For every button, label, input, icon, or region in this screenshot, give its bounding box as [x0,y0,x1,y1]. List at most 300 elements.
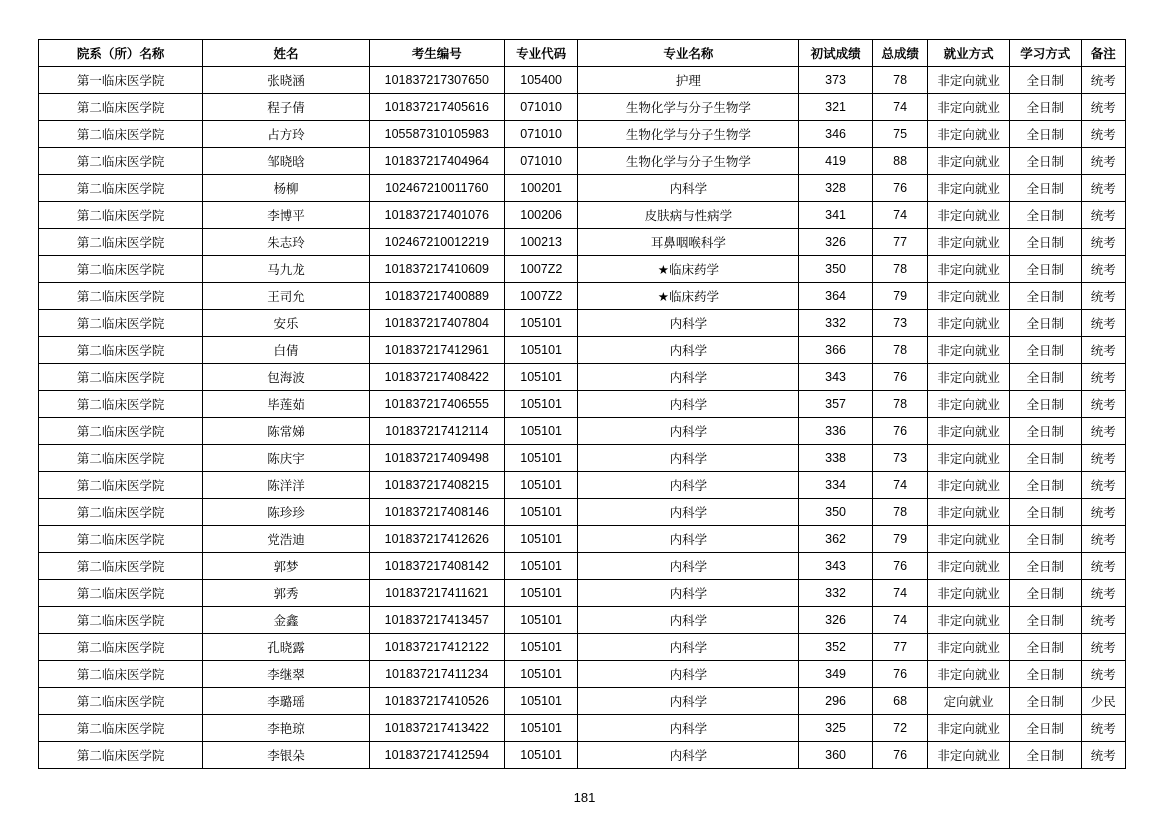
cell-candidate-id: 101837217408146 [369,499,504,526]
cell-department: 第二临床医学院 [39,391,203,418]
cell-employment-type: 非定向就业 [928,607,1010,634]
column-header-total-score: 总成绩 [872,40,927,67]
cell-name: 李博平 [203,202,369,229]
table-row [39,445,1126,472]
cell-total-score: 74 [872,94,927,121]
cell-remark: 统考 [1081,661,1125,688]
table-row [39,148,1126,175]
cell-candidate-id: 101837217407804 [369,310,504,337]
cell-remark: 统考 [1081,283,1125,310]
cell-total-score: 76 [872,418,927,445]
cell-prelim-score: 336 [799,418,873,445]
cell-prelim-score: 332 [799,310,873,337]
cell-total-score: 88 [872,148,927,175]
cell-name: 王司允 [203,283,369,310]
cell-remark: 统考 [1081,742,1125,769]
cell-major-name: 内科学 [578,391,799,418]
cell-name: 陈洋洋 [203,472,369,499]
cell-prelim-score: 338 [799,445,873,472]
table-row [39,715,1126,742]
cell-department: 第二临床医学院 [39,445,203,472]
cell-study-mode: 全日制 [1010,283,1082,310]
cell-prelim-score: 350 [799,499,873,526]
cell-major-code: 105101 [504,580,578,607]
cell-total-score: 68 [872,688,927,715]
cell-prelim-score: 343 [799,553,873,580]
cell-major-name: 生物化学与分子生物学 [578,148,799,175]
cell-employment-type: 非定向就业 [928,715,1010,742]
cell-candidate-id: 101837217410609 [369,256,504,283]
cell-name: 占方玲 [203,121,369,148]
cell-major-name: 内科学 [578,634,799,661]
cell-major-name: 内科学 [578,742,799,769]
cell-department: 第二临床医学院 [39,283,203,310]
cell-major-name: ★临床药学 [578,283,799,310]
cell-study-mode: 全日制 [1010,607,1082,634]
cell-prelim-score: 360 [799,742,873,769]
cell-prelim-score: 373 [799,67,873,94]
cell-total-score: 79 [872,526,927,553]
cell-department: 第二临床医学院 [39,337,203,364]
cell-employment-type: 非定向就业 [928,175,1010,202]
cell-candidate-id: 101837217411621 [369,580,504,607]
cell-name: 李艳琼 [203,715,369,742]
cell-major-code: 105101 [504,445,578,472]
cell-major-name: 内科学 [578,175,799,202]
cell-remark: 统考 [1081,67,1125,94]
table-row [39,337,1126,364]
cell-total-score: 79 [872,283,927,310]
cell-major-code: 105101 [504,634,578,661]
cell-prelim-score: 364 [799,283,873,310]
cell-candidate-id: 101837217413457 [369,607,504,634]
cell-name: 陈常娣 [203,418,369,445]
cell-study-mode: 全日制 [1010,553,1082,580]
cell-candidate-id: 101837217412122 [369,634,504,661]
cell-department: 第二临床医学院 [39,94,203,121]
cell-major-code: 100201 [504,175,578,202]
cell-remark: 少民 [1081,688,1125,715]
table-row [39,661,1126,688]
cell-remark: 统考 [1081,418,1125,445]
column-header-employment-type: 就业方式 [928,40,1010,67]
cell-study-mode: 全日制 [1010,364,1082,391]
cell-major-name: 内科学 [578,553,799,580]
cell-candidate-id: 101837217412961 [369,337,504,364]
cell-candidate-id: 102467210011760 [369,175,504,202]
cell-prelim-score: 343 [799,364,873,391]
cell-employment-type: 非定向就业 [928,67,1010,94]
cell-name: 李璐瑶 [203,688,369,715]
cell-total-score: 78 [872,337,927,364]
cell-total-score: 78 [872,67,927,94]
cell-major-code: 105101 [504,526,578,553]
cell-major-name: 内科学 [578,688,799,715]
cell-total-score: 77 [872,634,927,661]
column-header-major-name: 专业名称 [578,40,799,67]
cell-major-name: 内科学 [578,661,799,688]
cell-prelim-score: 326 [799,607,873,634]
cell-total-score: 76 [872,742,927,769]
cell-major-code: 105101 [504,742,578,769]
cell-remark: 统考 [1081,391,1125,418]
cell-study-mode: 全日制 [1010,310,1082,337]
cell-name: 安乐 [203,310,369,337]
cell-candidate-id: 105587310105983 [369,121,504,148]
cell-prelim-score: 362 [799,526,873,553]
cell-candidate-id: 101837217406555 [369,391,504,418]
cell-candidate-id: 101837217408422 [369,364,504,391]
cell-study-mode: 全日制 [1010,94,1082,121]
cell-candidate-id: 101837217408142 [369,553,504,580]
cell-candidate-id: 101837217410526 [369,688,504,715]
cell-department: 第二临床医学院 [39,661,203,688]
cell-study-mode: 全日制 [1010,580,1082,607]
cell-study-mode: 全日制 [1010,148,1082,175]
table-row [39,634,1126,661]
cell-department: 第二临床医学院 [39,310,203,337]
cell-name: 陈珍珍 [203,499,369,526]
cell-total-score: 75 [872,121,927,148]
column-header-study-mode: 学习方式 [1010,40,1082,67]
cell-employment-type: 非定向就业 [928,202,1010,229]
cell-remark: 统考 [1081,229,1125,256]
cell-candidate-id: 102467210012219 [369,229,504,256]
cell-employment-type: 非定向就业 [928,418,1010,445]
cell-employment-type: 非定向就业 [928,121,1010,148]
cell-name: 包海波 [203,364,369,391]
cell-department: 第二临床医学院 [39,553,203,580]
cell-name: 党浩迪 [203,526,369,553]
cell-remark: 统考 [1081,121,1125,148]
cell-major-name: 内科学 [578,337,799,364]
cell-remark: 统考 [1081,472,1125,499]
cell-name: 孔晓露 [203,634,369,661]
cell-department: 第二临床医学院 [39,499,203,526]
cell-remark: 统考 [1081,445,1125,472]
cell-major-name: ★临床药学 [578,256,799,283]
cell-total-score: 76 [872,175,927,202]
cell-study-mode: 全日制 [1010,526,1082,553]
cell-candidate-id: 101837217412594 [369,742,504,769]
cell-candidate-id: 101837217409498 [369,445,504,472]
admission-table [38,39,1126,769]
table-body [39,67,1126,769]
cell-prelim-score: 352 [799,634,873,661]
cell-employment-type: 非定向就业 [928,94,1010,121]
cell-major-code: 1007Z2 [504,283,578,310]
cell-name: 毕莲茹 [203,391,369,418]
cell-employment-type: 非定向就业 [928,661,1010,688]
cell-major-name: 内科学 [578,364,799,391]
cell-major-name: 耳鼻咽喉科学 [578,229,799,256]
cell-prelim-score: 296 [799,688,873,715]
cell-name: 金鑫 [203,607,369,634]
cell-name: 朱志玲 [203,229,369,256]
cell-prelim-score: 341 [799,202,873,229]
cell-name: 程子倩 [203,94,369,121]
cell-prelim-score: 332 [799,580,873,607]
cell-major-code: 105101 [504,391,578,418]
cell-name: 杨柳 [203,175,369,202]
cell-study-mode: 全日制 [1010,472,1082,499]
cell-remark: 统考 [1081,256,1125,283]
cell-remark: 统考 [1081,715,1125,742]
cell-department: 第二临床医学院 [39,742,203,769]
cell-employment-type: 非定向就业 [928,553,1010,580]
cell-employment-type: 非定向就业 [928,499,1010,526]
cell-employment-type: 非定向就业 [928,364,1010,391]
table-row [39,391,1126,418]
cell-major-code: 100213 [504,229,578,256]
cell-employment-type: 非定向就业 [928,283,1010,310]
page-number: 181 [573,790,596,805]
cell-major-name: 内科学 [578,445,799,472]
cell-study-mode: 全日制 [1010,67,1082,94]
cell-major-code: 071010 [504,148,578,175]
column-header-remark: 备注 [1081,40,1125,67]
cell-department: 第二临床医学院 [39,256,203,283]
cell-department: 第二临床医学院 [39,472,203,499]
cell-prelim-score: 349 [799,661,873,688]
cell-name: 郭梦 [203,553,369,580]
cell-major-code: 105101 [504,472,578,499]
cell-total-score: 76 [872,364,927,391]
cell-candidate-id: 101837217404964 [369,148,504,175]
cell-prelim-score: 419 [799,148,873,175]
cell-department: 第二临床医学院 [39,229,203,256]
cell-major-name: 生物化学与分子生物学 [578,121,799,148]
cell-major-code: 105101 [504,715,578,742]
cell-remark: 统考 [1081,148,1125,175]
header-row [39,40,1126,67]
cell-total-score: 73 [872,445,927,472]
column-header-name: 姓名 [203,40,369,67]
cell-major-code: 105101 [504,418,578,445]
cell-major-name: 内科学 [578,526,799,553]
table-header [39,40,1126,67]
cell-study-mode: 全日制 [1010,256,1082,283]
cell-candidate-id: 101837217408215 [369,472,504,499]
cell-remark: 统考 [1081,337,1125,364]
cell-candidate-id: 101837217401076 [369,202,504,229]
table-row [39,553,1126,580]
cell-department: 第二临床医学院 [39,148,203,175]
cell-total-score: 78 [872,256,927,283]
cell-study-mode: 全日制 [1010,202,1082,229]
cell-employment-type: 非定向就业 [928,391,1010,418]
cell-prelim-score: 346 [799,121,873,148]
cell-major-name: 内科学 [578,472,799,499]
cell-total-score: 73 [872,310,927,337]
cell-major-name: 内科学 [578,715,799,742]
cell-employment-type: 非定向就业 [928,634,1010,661]
cell-department: 第二临床医学院 [39,580,203,607]
cell-study-mode: 全日制 [1010,121,1082,148]
cell-name: 马九龙 [203,256,369,283]
cell-department: 第二临床医学院 [39,634,203,661]
cell-major-code: 105400 [504,67,578,94]
cell-major-name: 内科学 [578,607,799,634]
cell-department: 第二临床医学院 [39,121,203,148]
cell-study-mode: 全日制 [1010,742,1082,769]
cell-study-mode: 全日制 [1010,688,1082,715]
cell-remark: 统考 [1081,526,1125,553]
cell-employment-type: 非定向就业 [928,445,1010,472]
cell-employment-type: 非定向就业 [928,472,1010,499]
cell-study-mode: 全日制 [1010,175,1082,202]
cell-major-code: 100206 [504,202,578,229]
cell-name: 郭秀 [203,580,369,607]
table-row [39,607,1126,634]
cell-major-name: 护理 [578,67,799,94]
table-row [39,310,1126,337]
cell-name: 李银朵 [203,742,369,769]
cell-prelim-score: 357 [799,391,873,418]
cell-study-mode: 全日制 [1010,229,1082,256]
cell-total-score: 78 [872,391,927,418]
cell-major-code: 105101 [504,553,578,580]
cell-total-score: 74 [872,607,927,634]
cell-prelim-score: 321 [799,94,873,121]
cell-department: 第二临床医学院 [39,715,203,742]
cell-major-code: 1007Z2 [504,256,578,283]
cell-major-name: 皮肤病与性病学 [578,202,799,229]
column-header-candidate-id: 考生编号 [369,40,504,67]
cell-employment-type: 非定向就业 [928,742,1010,769]
cell-remark: 统考 [1081,553,1125,580]
table-row [39,121,1126,148]
cell-candidate-id: 101837217412626 [369,526,504,553]
cell-major-code: 105101 [504,364,578,391]
cell-candidate-id: 101837217413422 [369,715,504,742]
cell-total-score: 76 [872,553,927,580]
cell-remark: 统考 [1081,634,1125,661]
column-header-major-code: 专业代码 [504,40,578,67]
cell-study-mode: 全日制 [1010,418,1082,445]
cell-employment-type: 非定向就业 [928,580,1010,607]
cell-total-score: 78 [872,499,927,526]
table-row [39,742,1126,769]
cell-remark: 统考 [1081,580,1125,607]
cell-study-mode: 全日制 [1010,715,1082,742]
cell-department: 第一临床医学院 [39,67,203,94]
cell-study-mode: 全日制 [1010,634,1082,661]
cell-total-score: 76 [872,661,927,688]
cell-major-code: 105101 [504,661,578,688]
cell-name: 陈庆宇 [203,445,369,472]
cell-employment-type: 非定向就业 [928,148,1010,175]
column-header-department: 院系（所）名称 [39,40,203,67]
cell-major-code: 105101 [504,499,578,526]
cell-department: 第二临床医学院 [39,607,203,634]
cell-study-mode: 全日制 [1010,661,1082,688]
cell-total-score: 74 [872,202,927,229]
cell-prelim-score: 334 [799,472,873,499]
table-row [39,256,1126,283]
cell-major-name: 内科学 [578,418,799,445]
cell-major-name: 内科学 [578,499,799,526]
cell-name: 张晓涵 [203,67,369,94]
cell-department: 第二临床医学院 [39,688,203,715]
table-row [39,418,1126,445]
table-row [39,580,1126,607]
table-row [39,67,1126,94]
table-row [39,499,1126,526]
table-row [39,202,1126,229]
cell-remark: 统考 [1081,175,1125,202]
column-header-prelim-score: 初试成绩 [799,40,873,67]
cell-candidate-id: 101837217412114 [369,418,504,445]
cell-employment-type: 非定向就业 [928,229,1010,256]
cell-remark: 统考 [1081,499,1125,526]
cell-study-mode: 全日制 [1010,445,1082,472]
cell-remark: 统考 [1081,607,1125,634]
cell-name: 李继翠 [203,661,369,688]
cell-department: 第二临床医学院 [39,202,203,229]
cell-major-name: 内科学 [578,310,799,337]
cell-name: 白倩 [203,337,369,364]
cell-study-mode: 全日制 [1010,337,1082,364]
table-row [39,364,1126,391]
cell-total-score: 74 [872,472,927,499]
table-row [39,526,1126,553]
cell-employment-type: 非定向就业 [928,337,1010,364]
cell-candidate-id: 101837217307650 [369,67,504,94]
cell-major-code: 105101 [504,337,578,364]
table-row [39,688,1126,715]
cell-major-code: 105101 [504,607,578,634]
cell-remark: 统考 [1081,364,1125,391]
cell-prelim-score: 326 [799,229,873,256]
cell-study-mode: 全日制 [1010,391,1082,418]
cell-employment-type: 非定向就业 [928,310,1010,337]
cell-study-mode: 全日制 [1010,499,1082,526]
cell-remark: 统考 [1081,202,1125,229]
cell-major-code: 071010 [504,121,578,148]
cell-candidate-id: 101837217400889 [369,283,504,310]
cell-major-name: 生物化学与分子生物学 [578,94,799,121]
cell-remark: 统考 [1081,94,1125,121]
table-row [39,175,1126,202]
table-row [39,229,1126,256]
cell-total-score: 77 [872,229,927,256]
cell-candidate-id: 101837217405616 [369,94,504,121]
cell-major-code: 105101 [504,688,578,715]
cell-prelim-score: 328 [799,175,873,202]
cell-candidate-id: 101837217411234 [369,661,504,688]
cell-major-code: 071010 [504,94,578,121]
cell-name: 邹晓晗 [203,148,369,175]
cell-remark: 统考 [1081,310,1125,337]
cell-prelim-score: 325 [799,715,873,742]
cell-department: 第二临床医学院 [39,526,203,553]
cell-employment-type: 非定向就业 [928,256,1010,283]
cell-department: 第二临床医学院 [39,364,203,391]
cell-department: 第二临床医学院 [39,418,203,445]
cell-department: 第二临床医学院 [39,175,203,202]
cell-major-name: 内科学 [578,580,799,607]
cell-prelim-score: 366 [799,337,873,364]
cell-prelim-score: 350 [799,256,873,283]
table-row [39,472,1126,499]
cell-employment-type: 定向就业 [928,688,1010,715]
cell-employment-type: 非定向就业 [928,526,1010,553]
cell-total-score: 72 [872,715,927,742]
table-row [39,283,1126,310]
cell-major-code: 105101 [504,310,578,337]
table-row [39,94,1126,121]
